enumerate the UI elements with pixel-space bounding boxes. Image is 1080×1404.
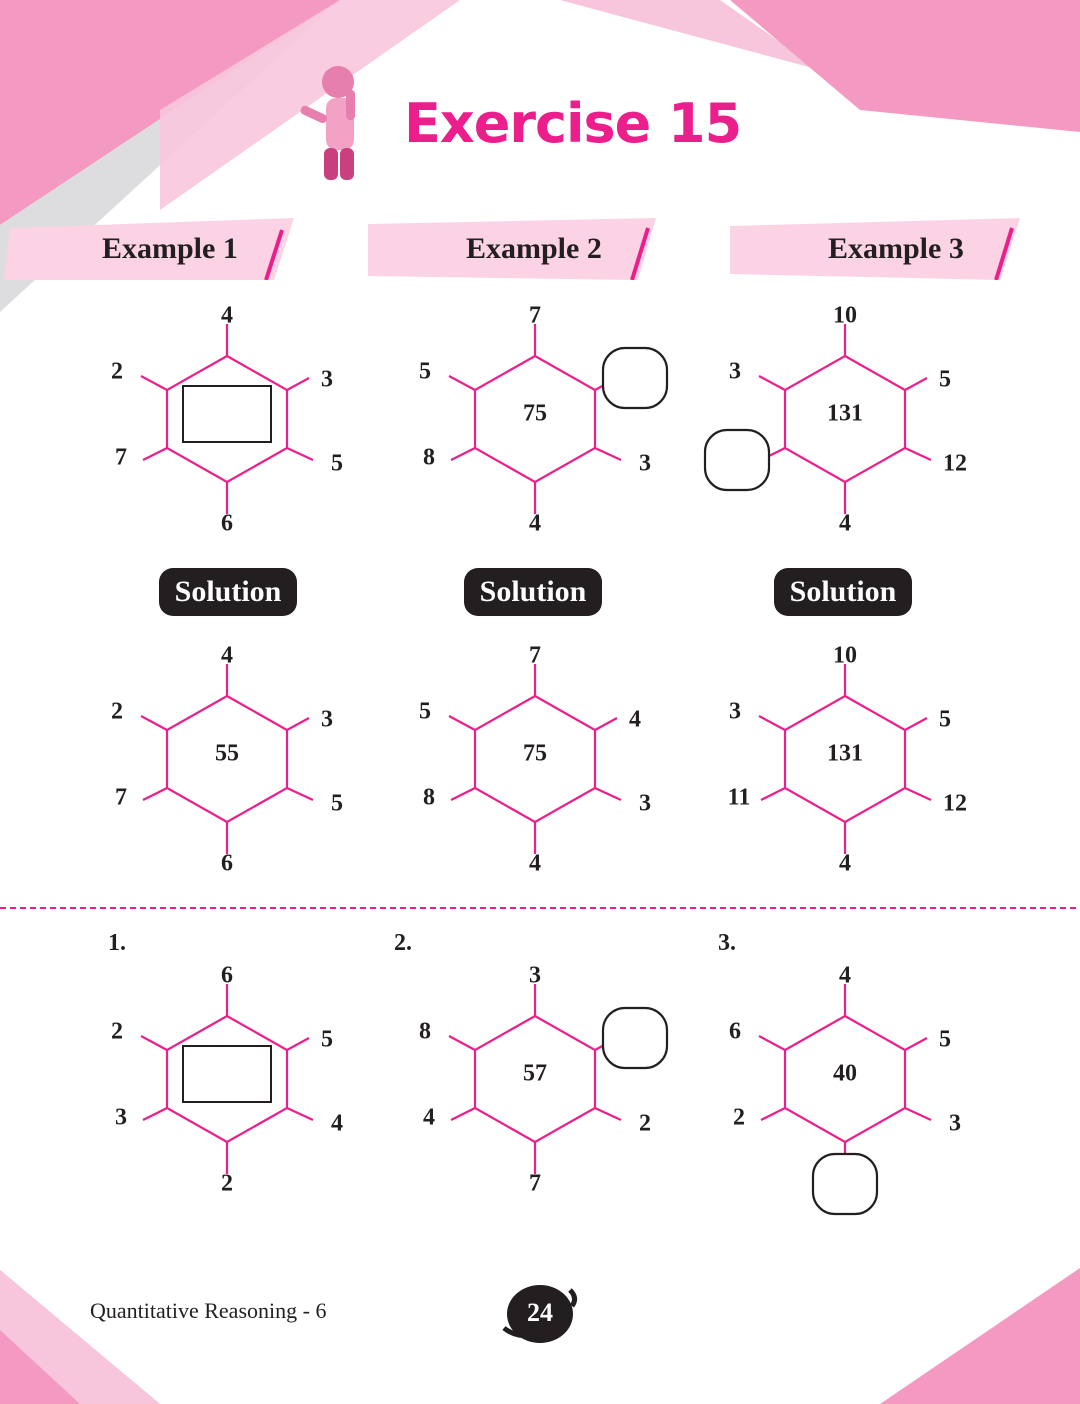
hexagon-top-left-value: 3 [729, 358, 741, 385]
hexagon-bottom-right-value: 2 [639, 1110, 651, 1137]
hexagon-bottom-left-value: 8 [423, 784, 435, 811]
hexagon-bottom-right-value: 5 [331, 790, 343, 817]
hexagon-spoke [905, 1108, 931, 1120]
hexagon-bottom-right-value: 4 [331, 1110, 343, 1137]
hexagon-bottom-right-value: 12 [943, 790, 967, 817]
hexagon-spoke [287, 1038, 309, 1050]
hexagon-spoke [143, 788, 167, 800]
hexagon-center-value: 75 [523, 400, 547, 427]
example-label: Example 3 [828, 232, 964, 265]
solution-badge: Solution [159, 568, 297, 616]
hexagon-top-value: 4 [221, 642, 233, 669]
hexagon-bottom-left-value: 7 [115, 784, 127, 811]
footer-book-title: Quantitative Reasoning - 6 [90, 1298, 327, 1323]
hexagon-spoke [143, 448, 167, 460]
hexagon-spoke [141, 1036, 167, 1050]
hexagon-top-value: 10 [833, 642, 857, 669]
hexagon-spoke [905, 378, 927, 390]
hexagon-top-right-value: 5 [939, 366, 951, 393]
hexagon-top-value: 7 [529, 302, 541, 329]
hexagon-bottom-left-value: 11 [727, 784, 751, 811]
hexagon-spoke [759, 1036, 785, 1050]
hexagon-spoke [141, 716, 167, 730]
hexagon-bottom-value: 4 [839, 850, 851, 877]
hexagon-spoke [449, 1036, 475, 1050]
hexagon-bottom-left-value: 2 [733, 1104, 745, 1131]
hexagon-spoke [595, 1108, 621, 1120]
hexagon-bottom-value: 4 [839, 510, 851, 537]
hexagon-spoke [451, 448, 475, 460]
hexagon-spoke [761, 788, 785, 800]
hexagon-top-right-value: 4 [629, 706, 641, 733]
hexagon-spoke [595, 448, 621, 460]
hexagon-spoke [287, 788, 313, 800]
hexagon-center-value: 57 [523, 1060, 547, 1087]
hexagon-spoke [287, 1108, 313, 1120]
hexagon-top-left-value: 3 [729, 698, 741, 725]
hexagon-center-value: 40 [833, 1060, 857, 1087]
hexagon-spoke [905, 718, 927, 730]
hexagon-center-value: 131 [827, 400, 863, 427]
hexagon-top-left-value: 2 [111, 358, 123, 385]
question-number: 3. [718, 930, 736, 956]
hexagon-top-right-value: 5 [939, 706, 951, 733]
hexagon-top-value: 10 [833, 302, 857, 329]
hexagon-bottom-left-value: 3 [115, 1104, 127, 1131]
example-label: Example 2 [466, 232, 602, 265]
hexagon-top-value: 4 [221, 302, 233, 329]
answer-blank [705, 430, 769, 490]
hexagon-center-value: 131 [827, 740, 863, 767]
hexagon-bottom-right-value: 12 [943, 450, 967, 477]
hexagon-bottom-value: 7 [529, 1170, 541, 1197]
hexagon-bottom-right-value: 3 [639, 790, 651, 817]
hexagon-spoke [759, 376, 785, 390]
hexagon-bottom-value: 6 [221, 850, 233, 877]
hexagon-top-value: 7 [529, 642, 541, 669]
hexagon-center-value: 55 [215, 740, 239, 767]
hexagon-bottom-left-value: 4 [423, 1104, 435, 1131]
hexagon-bottom-left-value: 7 [115, 444, 127, 471]
hexagon-spoke [287, 718, 309, 730]
hexagon-top-left-value: 5 [419, 698, 431, 725]
hexagon-spoke [143, 1108, 167, 1120]
hexagon-spoke [905, 448, 931, 460]
hexagon-top-right-value: 3 [321, 706, 333, 733]
hexagon-bottom-value: 2 [221, 1170, 233, 1197]
hexagon-spoke [905, 788, 931, 800]
hexagon-bottom-right-value: 3 [949, 1110, 961, 1137]
hexagon-top-value: 3 [529, 962, 541, 989]
hexagon-spoke [595, 788, 621, 800]
question-number: 1. [108, 930, 126, 956]
hexagon-bottom-value: 6 [221, 510, 233, 537]
hexagon-top-value: 6 [221, 962, 233, 989]
answer-blank-center [183, 386, 271, 442]
hexagon-spoke [141, 376, 167, 390]
hexagon-top-left-value: 8 [419, 1018, 431, 1045]
hexagon-spoke [449, 716, 475, 730]
hexagon-bottom-right-value: 3 [639, 450, 651, 477]
hexagon-top-left-value: 6 [729, 1018, 741, 1045]
hexagon-top-right-value: 5 [939, 1026, 951, 1053]
hexagon-bottom-left-value: 8 [423, 444, 435, 471]
hexagon-bottom-right-value: 5 [331, 450, 343, 477]
hexagon-spoke [759, 716, 785, 730]
hexagon-top-value: 4 [839, 962, 851, 989]
hexagon-top-left-value: 2 [111, 1018, 123, 1045]
hexagon-spoke [451, 1108, 475, 1120]
hexagon-spoke [287, 378, 309, 390]
answer-blank-center [183, 1046, 271, 1102]
solution-badge: Solution [464, 568, 602, 616]
hexagon-spoke [451, 788, 475, 800]
hexagon-bottom-value: 4 [529, 850, 541, 877]
hexagon-spoke [449, 376, 475, 390]
hexagon-top-left-value: 5 [419, 358, 431, 385]
hexagon-spoke [595, 718, 617, 730]
hexagon-bottom-value: 4 [529, 510, 541, 537]
hexagon-spoke [761, 1108, 785, 1120]
answer-blank [603, 348, 667, 408]
example-label: Example 1 [102, 232, 238, 265]
exercise-title: Exercise 15 [404, 92, 742, 155]
question-number: 2. [394, 930, 412, 956]
hexagon-top-right-value: 3 [321, 366, 333, 393]
hexagon-spoke [287, 448, 313, 460]
hexagon-center-value: 75 [523, 740, 547, 767]
hexagon-top-left-value: 2 [111, 698, 123, 725]
hexagon-spoke [905, 1038, 927, 1050]
answer-blank [813, 1154, 877, 1214]
solution-badge: Solution [774, 568, 912, 616]
hexagon-top-right-value: 5 [321, 1026, 333, 1053]
page-number: 24 [527, 1298, 553, 1327]
answer-blank [603, 1008, 667, 1068]
